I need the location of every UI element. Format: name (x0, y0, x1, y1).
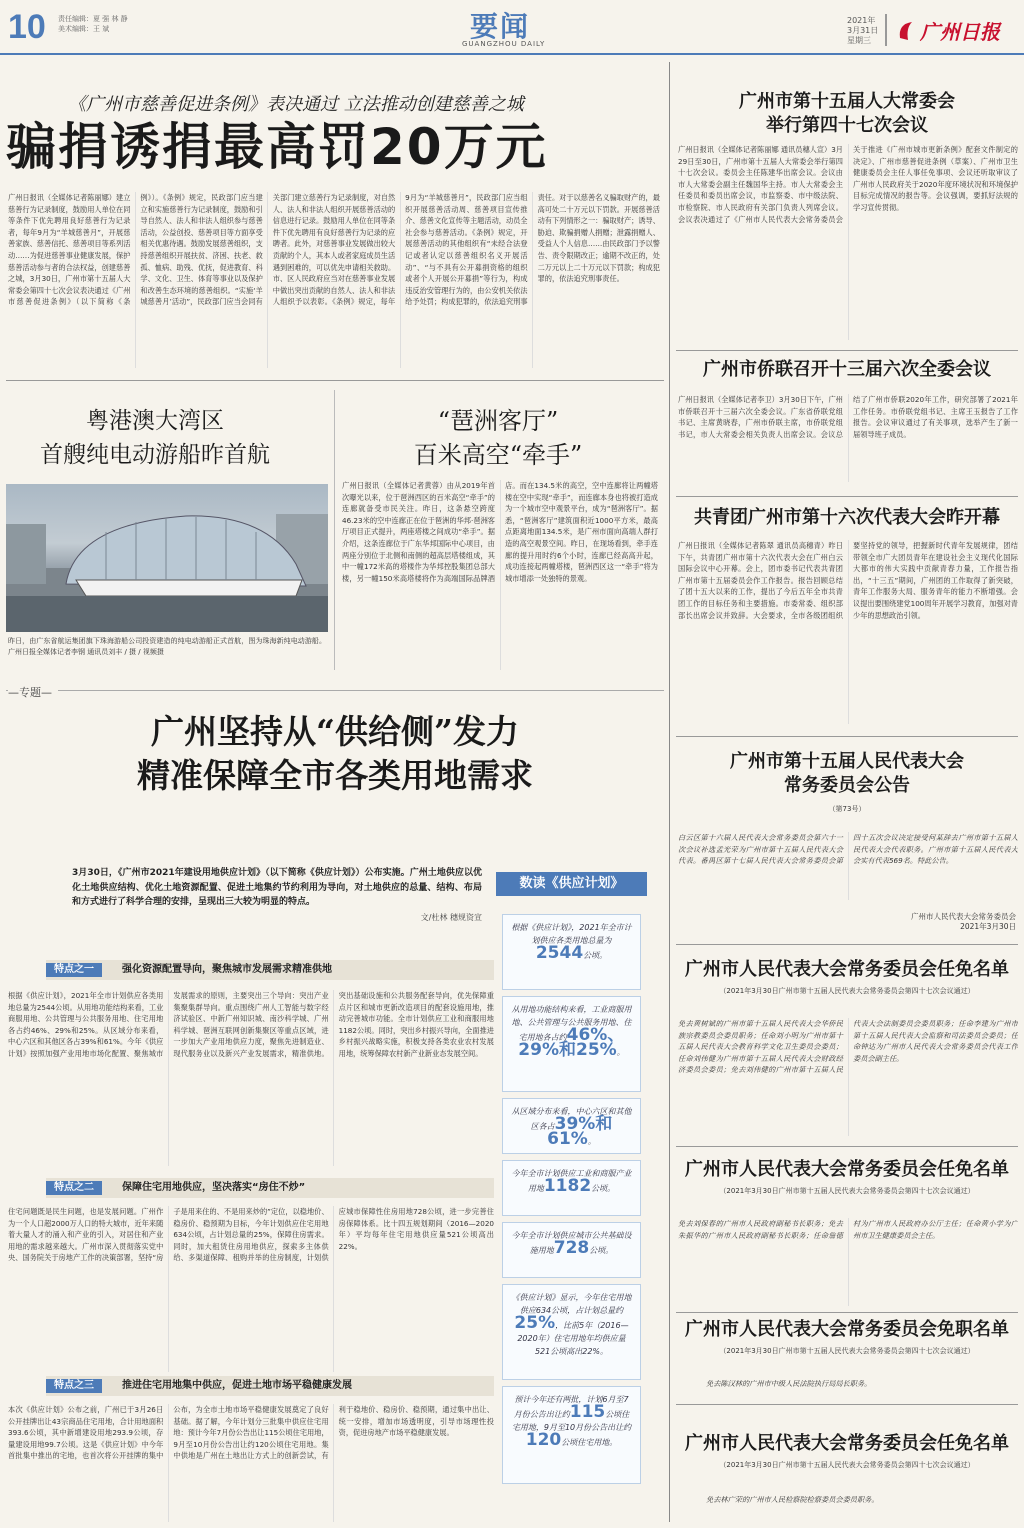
feature-headline (6, 710, 664, 798)
stat-number: 25% (514, 1313, 556, 1333)
right-story-headline: 共青团广州市第十六次代表大会昨开幕 (694, 507, 1000, 528)
feature-intro-text: 3月30日，《广州市2021年建设用地供应计划》（以下简称《供应计划》）公布实施。广州土地供应以优化土地供应结构、优化土地资源配置、促进土地集约节约利用为导向，对土地供应的总量、结构、布局和方式进行了科学合理的安排，呈现出三大较为明显的特点。 (72, 868, 482, 907)
stat-text: 根据《供应计划》，2021年全市计划供应各类用地总量为 (511, 923, 632, 945)
stat-item (502, 1386, 641, 1484)
feature-headline-line: 广州坚持从“供给侧”发力 (151, 712, 519, 751)
editor-line: 责任编辑：夏 强 林 静 (58, 15, 128, 23)
right-story-headline-line: 广州市第十五届人大常委会 (739, 91, 955, 112)
list-headline: 广州市人民代表大会常务委员会免职名单 (685, 1319, 1009, 1340)
feature-point-body: 根据《供应计划》，2021年全市计划供应各类用地总量为2544公顷。从用地功能结构来看，工业商服用地、公共管理与公共服务用地、住宅用地各占约46%、29%和25%。从区域分布来看，中心六区和其他区各占39%和61%。今年《供应计划》按照加强产业用地市场化配置、聚焦城市发展需求的原则，主要突出三个导向：突出产业集聚集群导向。重点围绕广州人工智能与数字经济试验区、中新广州知识城、南沙科学城、广州科学城、琶洲互联网创新集聚区等重点区域，进一步加大产业用地供应力度，聚焦先进制造业、现代服务业以及新兴产业发展需求，精准供地。突出基础设施和公共服务配套导向，优先保障重点片区和城市更新改造项目的配套设施用地，推动完善城市功能。全市计划供应工业和商服用地1182公顷。同时，突出乡村振兴导向，全面推进乡村振兴战略实施，积极支持各类农业农村发展用地，统筹保障农村新产业新业态发展空间。 (8, 991, 494, 1058)
stat-item (502, 996, 641, 1092)
stat-text: 《供应计划》显示，今年住宅用地供应634公顷，占计划总量约 (511, 1293, 632, 1315)
list-sub: （2021年3月30日广州市第十五届人民代表大会常务委员会第四十七次会议通过） (719, 1461, 975, 1469)
lead-headline: 骗捐诱捐最高罚20万元 (6, 118, 548, 176)
cruise-headline-line: 首艘纯电动游船昨首航 (40, 442, 270, 468)
stat-item (502, 1222, 641, 1278)
announcement-headline-line: 常务委员会公告 (784, 775, 910, 796)
right-story-body: 广州日报讯（全媒体记者陈翠 通讯员高穗青）昨日下午，共青团广州市第十六次代表大会在广州白云国际会议中心开幕。会上，团市委书记代表共青团广州市第十五届委员会作工作报告。报告回顾总结了团十五大以来的工作，提出了今后五年全市共青团工作的目标任务和主要措施。市委常委、组织部部长出席会议并致辞。大会要求，全市各级团组织要坚持党的领导，把握新时代青年发展规律，团结带领全市广大团员青年在建设社会主义现代化国际大都市的伟大实践中贡献青春力量，工作报告指出，“十三五”期间，广州团的工作取得了新突破，青年工作服务大局、服务青年的能力不断增强。会议提出要围绕建党100周年开展学习教育，加强对青少年的思想政治引领。 (678, 541, 1018, 620)
right-story-headline (676, 90, 1018, 138)
cruise-photo (6, 484, 328, 632)
feature-point-tag: 特点之三 (46, 1379, 102, 1393)
stat-item (502, 1284, 641, 1380)
stat-text: 今年全市计划供应工业和商服产业用地 (511, 1169, 632, 1193)
date-week: 星期三 (847, 36, 871, 45)
stat-number: 46%、29%和25% (518, 1025, 625, 1060)
right-story-body: 广州日报讯（全媒体记者陈丽娜 通讯员穗人宣）3月29日至30日，广州市第十五届人大常委会举行第四十七次会议。委员会主任陈建华出席会议。会议由市人大常委会副主任魏国华主持。市人大常委会主任委员和委员出席会议，市监察委、市中级法院、市检察院、市人民政府有关部门负责人列席会议。会议表决通过了《广州市人民代表大会常务委员会关于推进《广州市城市更新条例》配套文件制定的决定》、广州市慈善促进条例（草案）、广州市卫生健康委员会主任人事任免事项、会议还听取审议了广州市人民政府关于2020年度环境状况和环境保护目标完成情况的报告等。会议强调，要抓好法规的学习宣传贯彻。 (678, 145, 1018, 224)
announcement-signature (850, 912, 1016, 932)
feature-point-body: 住宅问题既是民生问题，也是发展问题。广州作为一个人口超2000万人口的特大城市，近年来随着大量人才的涌入和产业的引入，对居住和产业用地的需求越来越大。广州市深入贯彻落实党中央、国务院关于房地产工作的决策部署，坚持“房子是用来住的、不是用来炒的”定位，以稳地价、稳房价、稳预期为目标，今年计划供应住宅用地634公顷，占计划总量的25%，保障住房需求。同时，加大租赁住房用地供应，探索多主体供给、多渠道保障、租购并举的住房制度，计划供应城市保障性住房用地728公顷，进一步完善住房保障体系。比十四五规划期间（2016—2020年）平均每年住宅用地供应量521公顷高出22%。 (8, 1207, 494, 1263)
feature-point-tag: 特点之一 (46, 963, 102, 977)
stat-number: 1182 (543, 1176, 592, 1196)
bridge-headline-line: 百米高空“牵手” (413, 441, 583, 469)
feature-point-bar (46, 960, 494, 980)
date-day: 3月31日 (847, 26, 879, 35)
cruise-caption: 昨日，由广东省航运集团旗下珠海游船公司投资建造的纯电动游船正式首航，图为珠海新纯电动游船。广州日报全媒体记者李钢 通讯员刘丰 / 摄 / 视频摄 (8, 637, 326, 656)
feature-byline: 文/杜林 穗规资宣 (420, 913, 482, 922)
section-title-en: GUANGZHOU DAILY (462, 40, 546, 48)
announcement-body: 白云区第十六届人民代表大会常务委员会第六十一次会议补选孟光荣为广州市第十五届人民代表大会代表。番禺区第十七届人民代表大会常务委员会第四十五次会议决定接受何某辞去广州市第十五届人民代表大会代表职务。广州市第十五届人民代表大会实有代表569名。特此公告。 (678, 833, 1018, 866)
stat-text: 从用地功能结构来看，工业商服用地、公共管理与公共服务用地、住宅用地各占约 (511, 1005, 632, 1042)
issue-date (847, 16, 878, 46)
stat-text: 公顷。 (583, 951, 608, 960)
stats-title: 数读《供应计划》 (496, 872, 647, 896)
feature-point-title: 保障住宅用地供应，坚决落实“房住不炒” (122, 1182, 306, 1193)
feature-point-title: 强化资源配置导向，聚焦城市发展需求精准供地 (122, 964, 332, 975)
stat-number: 728 (553, 1238, 590, 1258)
announcement-signature-text: 广州市人民代表大会常务委员会 (911, 912, 1016, 921)
feature-label: —专题— (8, 684, 58, 700)
stat-text: 今年全市计划供应城市公共基础设施用地 (511, 1231, 632, 1255)
logo-text: 广州日报 (920, 20, 1000, 44)
list-body: 免去林广荣的广州市人民检察院检察委员会委员职务。 (706, 1495, 879, 1504)
editors (58, 14, 128, 34)
stat-number: 2544 (535, 943, 584, 963)
right-story-headline-line: 举行第四十七次会议 (766, 115, 928, 136)
lead-kicker: 《广州市慈善促进条例》表决通过 立法推动创建慈善之城 (68, 94, 524, 115)
right-story-headline: 广州市侨联召开十三届六次全委会议 (703, 359, 991, 380)
logo-mark-icon (896, 18, 918, 46)
stat-text: ，比前5年（2016—2020年）住宅用地年均供应量521公顷高出22%。 (517, 1321, 629, 1356)
list-headline: 广州市人民代表大会常务委员会任免名单 (685, 1433, 1009, 1454)
masthead-logo (885, 14, 887, 46)
stat-text: 公顷住宅用地，9月至10月份公告出让约 (511, 1410, 632, 1432)
list-sub: （2021年3月30日广州市第十五届人民代表大会常务委员会第四十七次会议通过） (719, 987, 975, 995)
feature-point-title: 推进住宅用地集中供应，促进土地市场平稳健康发展 (122, 1380, 352, 1391)
announcement-headline (676, 750, 1018, 798)
announcement-date: 2021年3月30日 (960, 922, 1016, 931)
stat-text: 公顷。 (589, 1246, 614, 1255)
feature-point-bar (46, 1178, 494, 1198)
stat-item (502, 1160, 641, 1216)
announcement-headline-line: 广州市第十五届人民代表大会 (730, 751, 964, 772)
stat-number: 39%和61% (547, 1114, 613, 1149)
date-year: 2021年 (847, 16, 876, 25)
stat-number: 115 (569, 1402, 606, 1422)
right-story-body: 广州日报讯（全媒体记者李卫）3月30日下午，广州市侨联召开十三届六次全委会议。广东省侨联党组书记、主席黄晓春，广州市侨联主席，市侨联党组书记，市人大常委会相关负责人出席会议。会议总结了广州市侨联2020年工作，研究部署了2021年工作任务。市侨联党组书记、主席王玉报告了工作报告。会议审议通过了有关事项，选举产生了新一届领导班子成员。 (678, 395, 1018, 439)
lead-body: 广州日报讯（全媒体记者陈丽娜）建立慈善行为记录制度，鼓励用人单位在同等条件下优先聘用良好慈善行为记录者，每年9月为“羊城慈善月”，开展慈善家族、慈善信托、慈善项目等系列活动……为促进慈善事业健康发展，保护慈善活动参与者的合法权益，创建慈善之城，3月30日，广州市第十五届人大常委会第四十七次会议表决通过《广州市慈善促进条例》（以下简称《条例》）。《条例》规定，民政部门应当建立和实施慈善行为记录制度，鼓励和引导自然人、法人和非法人组织参与慈善活动，公益创投、慈善项目等方面享受相关优惠待遇。鼓励发展慈善组织，支持慈善组织开展扶贫、济困、扶老、救孤、恤病、助残、优抚，促进教育、科学、文化、卫生、体育等事业以及保护和改善生态环境的慈善组织。“实施‘羊城慈善月’活动”，民政部门应当会同有关部门建立慈善行为记录制度，对自然人、法人和非法人组织开展慈善活动的信息进行记录。鼓励用人单位在同等条件下优先聘用有良好慈善行为记录的应聘者。此外，对慈善事业发展做出较大贡献的个人，其本人或者家庭成员生活遇到困难的，可以优先申请相关救助。市、区人民政府应当对在慈善事业发展中做出突出贡献的自然人、法人和非法人组织予以表彰。《条例》规定，每年9月为“羊城慈善月”，民政部门应当组织开展慈善活动周、慈善项目宣传推介、慈善文化宣传等主题活动，动员全社会参与慈善活动。《条例》规定，开展慈善活动的其他组织有“未经合法登记或者认定以慈善组织名义开展活动”、“与不具有公开募捐资格的组织或者个人开展公开募捐”等行为，构成违反治安管理行为的，由公安机关依法给予处罚；构成犯罪的，依法追究刑事责任。对于以慈善名义骗取财产的，最高可处二十万元以下罚款。开展慈善活动有下列情形之一：骗取财产；诱导、胁迫、欺骗捐赠人捐赠；泄露捐赠人、受益人个人信息……由民政部门予以警告、责令限期改正；逾期不改正的，处二万元以上二十万元以下罚款；构成犯罪的，依法追究刑事责任。 (8, 193, 660, 307)
page-number: 10 (8, 8, 46, 46)
stat-item (502, 914, 641, 990)
list-headline: 广州市人民代表大会常务委员会任免名单 (685, 1159, 1009, 1180)
stat-number: 120 (525, 1430, 562, 1450)
cruise-headline-line: 粤港澳大湾区 (86, 408, 224, 434)
list-sub: （2021年3月30日广州市第十五届人民代表大会常务委员会第四十七次会议通过） (719, 1187, 975, 1195)
announcement-number: （第73号） (828, 805, 866, 813)
list-sub: （2021年3月30日广州市第十五届人民代表大会常务委员会第四十七次会议通过） (719, 1347, 975, 1355)
editor-line: 美术编辑：王 斌 (58, 25, 110, 33)
bridge-body: 广州日报讯（全媒体记者黄蓉）由从2019年首次曝光以来，位于琶洲西区的百米高空“牵手”的连廊就备受市民关注。昨日，这条悬空跨度46.23米的空中连廊正在位于琶洲的华邦·琶洲客厅项目正式提升，两座塔楼之间成功“牵手”。据介绍，这条连廊位于广东华邦国际中心项目，由两座分别位于北侧和南侧的超高层塔楼组成，其中一幢172米高的塔楼作为华邦控股集团总部大楼，另一幢150米高塔楼将作为高端国际品牌酒店。而在134.5米的高空，空中连廊将让两幢塔楼在空中实现“牵手”，而连廊本身也将被打造成为一个城市空中观景平台，成为“琶洲客厅”。据悉，“琶洲客厅”建筑面积近1000平方米，最高点距离地面134.5米，是广州市面向高端人群打造的高空观景空间。昨日，在现场看到，牵手连廊的提升用时约6个小时，连廊已经高高升起，成功连接起两幢塔楼，琶洲西区这一“牵手”将为城市增添一处独特的景观。 (342, 481, 658, 583)
feature-headline-line: 精准保障全市各类用地需求 (137, 756, 533, 795)
cruise-headline (10, 404, 300, 472)
list-headline: 广州市人民代表大会常务委员会任免名单 (685, 959, 1009, 980)
stat-text: 从区域分布来看，中心六区和其他区各占 (511, 1107, 632, 1131)
stat-text: 公顷住宅用地。 (561, 1438, 618, 1447)
list-body: 免去刘保春的广州市人民政府副秘书长职务；免去朱振华的广州市人民政府副秘书长职务；任命詹德村为广州市人民政府办公厅主任；任命黄小学为广州市卫生健康委员会主任。 (678, 1219, 1018, 1240)
bridge-headline-line: “琶洲客厅” (437, 407, 559, 435)
feature-point-bar (46, 1376, 494, 1396)
feature-point-body: 本次《供应计划》公布之前，广州已于3月26日公开挂牌出让43宗商品住宅用地，合计用地面积393.6公顷，其中新增建设用地293.9公顷，存量建设用地99.7公顷。这是《供应计划》中今年首批集中推出的宅地，也首次将公开挂牌的集中公布，为全市土地市场平稳健康发展奠定了良好基础。据了解，今年计划分三批集中供应住宅用地：预计今年7月份公告出让115公顷住宅用地，9月至10月份公告出让约120公顷住宅用地。集中供地是广州在土地出让方式上的创新尝试，有利于稳地价、稳房价、稳预期，通过集中出让、统一安排，增加市场透明度，引导市场理性投资，促进房地产市场平稳健康发展。 (8, 1405, 494, 1461)
stat-text: 。 (587, 1137, 596, 1146)
stat-text: 预计今年还有两批，计划6月至7月份公告出让约 (513, 1395, 629, 1419)
bridge-headline (340, 404, 656, 472)
list-body: 免去陈汉林的广州市中级人民法院执行局局长职务。 (706, 1379, 872, 1388)
stat-text: 。 (616, 1048, 625, 1057)
stat-text: 公顷。 (591, 1184, 616, 1193)
feature-intro (72, 866, 482, 923)
list-body: 免去黄树斌的广州市第十五届人民代表大会华侨民族宗教委员会委员职务；任命刘小明为广州市第十五届人民代表大会教育科学文化卫生委员会委员；任命刘伟健为广州市第十五届人民代表大会财政经济委员会委员；免去刘伟健的广州市第十五届人民代表大会法制委员会委员职务；任命李建为广州市第十五届人民代表大会监察和司法委员会委员；任命钟达为广州市人民代表大会常务委员会代表工作委员会副主任。 (678, 1019, 1018, 1075)
section-title: 要闻 (470, 10, 531, 43)
stat-item (502, 1098, 641, 1154)
feature-point-tag: 特点之二 (46, 1181, 102, 1195)
